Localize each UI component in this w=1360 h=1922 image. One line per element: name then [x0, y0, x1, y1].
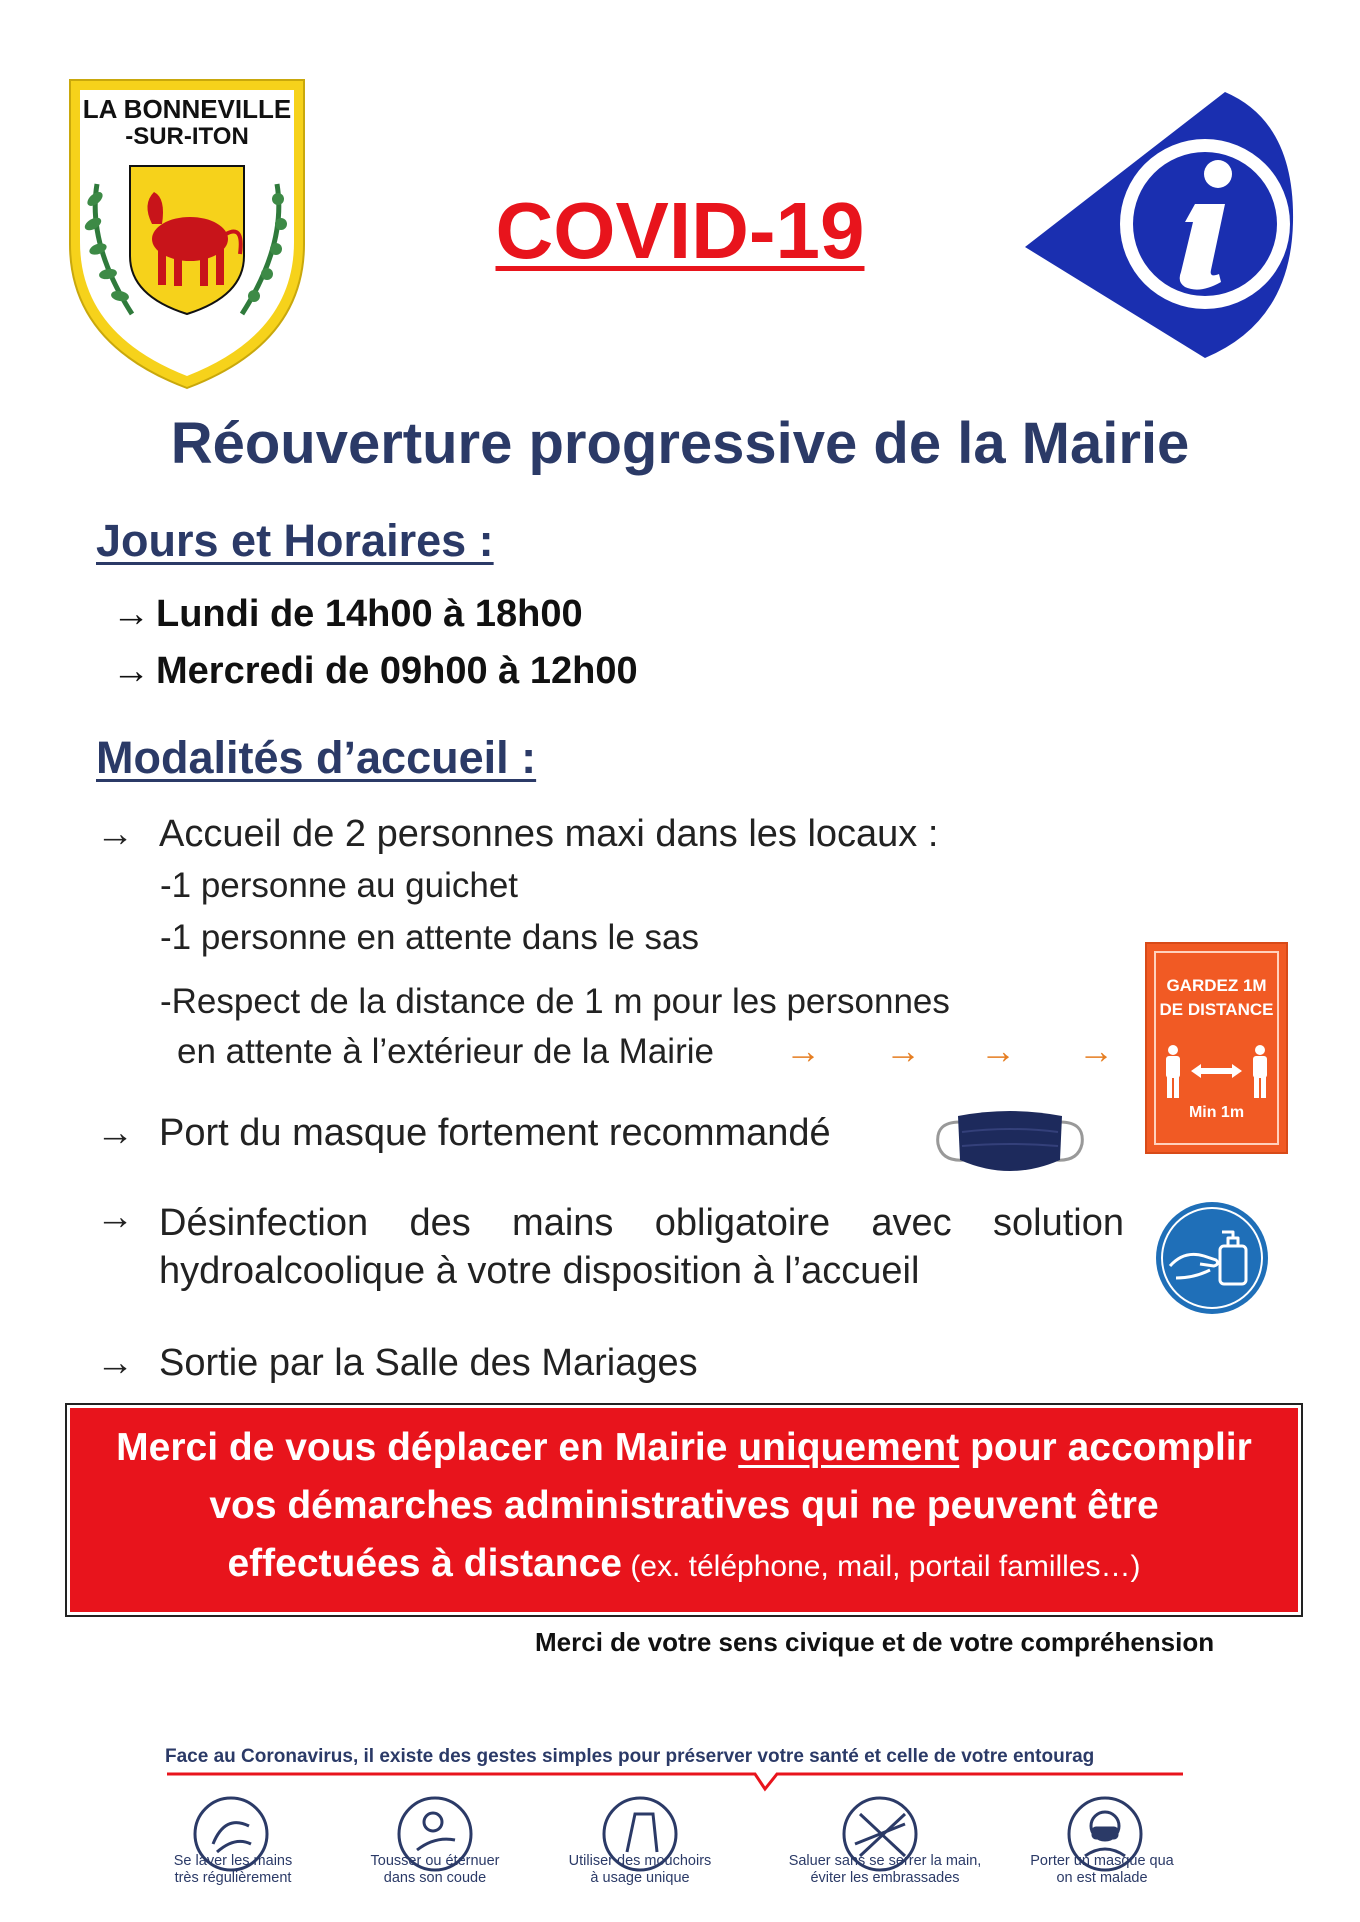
hours-heading: Jours et Horaires :: [96, 515, 494, 566]
hours-row-wednesday: → Mercredi de 09h00 à 12h00: [112, 650, 638, 692]
arrow-right-icon: →: [96, 1196, 134, 1238]
sign-line1: GARDEZ 1M: [1166, 976, 1267, 995]
hand-sanitizer-icon: [1154, 1200, 1270, 1316]
sign-line2: DE DISTANCE: [1159, 1000, 1274, 1019]
arrow-right-icon: →: [96, 1342, 134, 1384]
orange-arrow-icon: →: [1078, 1030, 1114, 1071]
sub-item-distance-cont: en attente à l’extérieur de la Mairie: [177, 1032, 714, 1071]
thanks-text: Merci de votre sens civique et de votre compréhension: [535, 1627, 1215, 1657]
orange-arrow-icon: →: [980, 1030, 1016, 1071]
sign-min-distance: Min 1m: [1188, 1104, 1245, 1121]
geste-no-handshake: Saluer sans se serrer la main, éviter les embrassades: [788, 1853, 982, 1886]
geste-wear-mask: Porter un masque qua on est malade: [1030, 1853, 1174, 1886]
arrow-right-icon: →: [112, 593, 150, 635]
covid-title: COVID-19: [495, 186, 865, 275]
orange-arrow-icon: →: [885, 1030, 921, 1071]
sub-item-sas: -1 personne en attente dans le sas: [160, 918, 699, 957]
two-people-distance-icon: [1159, 1044, 1274, 1099]
notice-line3: effectuées à distance (ex. téléphone, mail, portail familles…): [227, 1542, 1141, 1585]
orange-arrow-icon: →: [785, 1030, 821, 1071]
geste-tissue: Utiliser des mouchoirs à usage unique: [568, 1853, 712, 1886]
geste-cough-elbow: Tousser ou éternuer dans son coude: [370, 1853, 500, 1886]
gestes-header: Face au Coronavirus, il existe des gestes simples pour préserver votre santé et celle de votre entourag: [165, 1746, 1095, 1767]
notice-box: [67, 1405, 1301, 1615]
geste-hand-wash: Se laver les mains très régulièrement: [173, 1853, 293, 1886]
list-item-accueil: → Accueil de 2 personnes maxi dans les locaux :: [96, 813, 939, 855]
notice-line2: vos démarches administratives qui ne peuvent être: [209, 1484, 1159, 1527]
svg-text:-SUR-ITON: -SUR-ITON: [125, 123, 249, 150]
list-item-sortie: → Sortie par la Salle des Mariages: [96, 1342, 698, 1384]
page-title: Réouverture progressive de la Mairie: [170, 411, 1190, 476]
arrow-right-icon: →: [112, 650, 150, 692]
list-item-masque: → Port du masque fortement recommandé: [96, 1112, 831, 1154]
hours-row-monday: → Lundi de 14h00 à 18h00: [112, 593, 583, 635]
arrow-right-icon: →: [96, 1112, 134, 1154]
list-item-desinfection: → Désinfection des mains obligatoire avec solution hydroalcoolique à votre disposition à l’accueil: [96, 1196, 1124, 1292]
distance-sign: [1145, 942, 1288, 1154]
face-mask-icon: [930, 1102, 1090, 1182]
arrow-right-icon: →: [96, 813, 134, 855]
notice-line1: Merci de vous déplacer en Mairie uniquement pour accomplir: [116, 1426, 1252, 1469]
sub-item-distance: -Respect de la distance de 1 m pour les personnes: [160, 982, 950, 1021]
modalities-heading: Modalités d’accueil :: [96, 732, 537, 783]
svg-text:LA BONNEVILLE: LA BONNEVILLE: [82, 94, 292, 124]
sub-item-guichet: -1 personne au guichet: [160, 866, 519, 905]
